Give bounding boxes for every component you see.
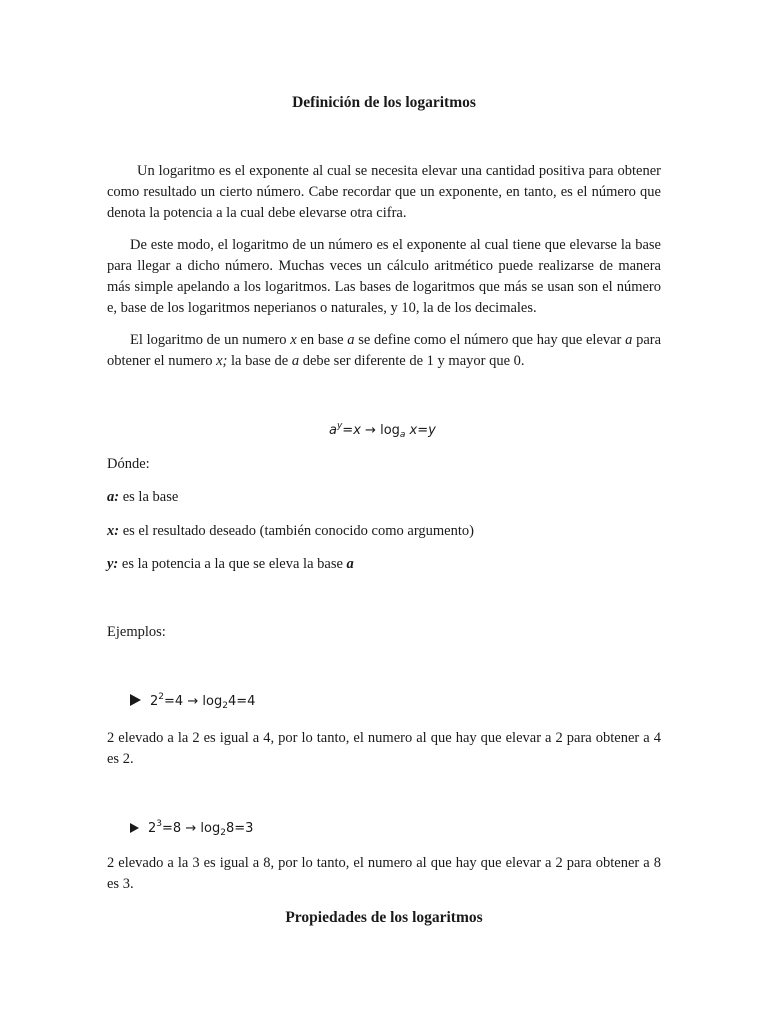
variable-a: a [291,353,300,369]
paragraph-2: De este modo, el logaritmo de un número es el exponente al cual tiene que elevarse la base para llegar a dicho número. Muchas veces un cálculo aritmético puede realizarse de manera más simple apelando a los logaritmos. Las bases de logaritmos que más se usan son el número e, base de los logaritmos neperianos o naturales, y 10, la de los decimales. [107,237,661,316]
definition-equation: $a^y=x \to \log_a x=y$ [329,421,436,440]
example-2-equation: $2^3=8 \to \log_28=3$ [130,819,253,838]
donde-label: Dónde: [107,456,150,472]
example-1-explanation: 2 elevado a la 2 es igual a 4, por lo tanto, el numero al que hay que elevar a 2 para obtener a 4 es 2. [107,730,661,767]
paragraph-3: El logaritmo de un numero x en base a se define como el número que hay que elevar a para obtener el numero x; la base de a debe ser diferente de 1 y mayor que 0. [107,332,662,369]
variable-a: a [347,332,355,348]
variable-a: a [625,332,633,348]
arrowhead-bullet-icon [130,694,141,706]
variable-x: x; [216,353,228,369]
definition-x: x: es el resultado deseado (también conocido como argumento) [107,523,474,539]
section-title-propiedades: Propiedades de los logaritmos [285,909,483,926]
definition-y: y: es la potencia a la que se eleva la base a [107,556,354,572]
definition-a: a: es la base [107,489,179,505]
variable-x: x [290,332,297,348]
example-1-equation: $2^2=4 \to \log_24=4$ [130,692,255,711]
example-2-explanation: 2 elevado a la 3 es igual a 8, por lo tanto, el numero al que hay que elevar a 2 para obtener a 8 es 3. [107,855,661,892]
ejemplos-label: Ejemplos: [107,624,166,640]
page-title: Definición de los logaritmos [292,94,476,111]
arrowhead-bullet-icon [130,823,139,833]
paragraph-1: Un logaritmo es el exponente al cual se necesita elevar una cantidad positiva para obtener como resultado un cierto número. Cabe recordar que un exponente, en tanto, es el número que denota la potencia a la cual debe elevarse otra cifra. [107,163,661,221]
